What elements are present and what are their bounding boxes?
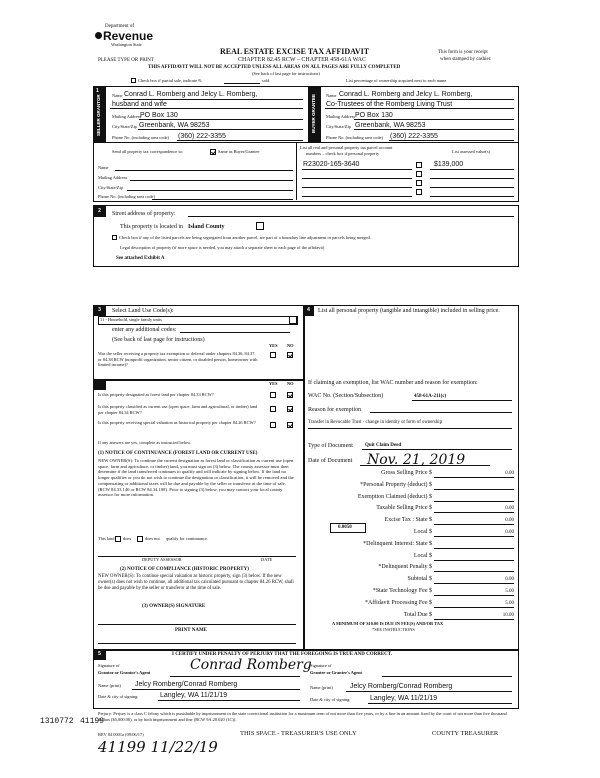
grantee-name: Jelcy Romberg/Conrad Romberg [350, 683, 453, 690]
continuance-text: NEW OWNER(S): To continue the current designation as forest land or classification as current use (open space, farm and agriculture, or timber) land, you must sign on (3) below. The county assessor must then determine if the land transferred continues to qualify and will indicate by signing below. If the land no longer qualifies or you do not wish to continue the designation or classification, it will be removed and the compensating or additional taxes will be due and payable by the seller or transferor at the time of sale. (RCW 84.33.140 or RCW 84.34.108). Prior to signing (3) below, you may contact your local county assessor for more information. [98, 458, 294, 498]
exemption-no[interactable] [287, 352, 293, 358]
grantor-signature: Conrad Romberg [190, 657, 312, 673]
stamp-number-2: 41199 [80, 717, 105, 726]
tax-row-label: *Delinquent Interest: State $ [363, 540, 432, 547]
grantor-date-city: Langley, WA 11/21/19 [160, 692, 228, 699]
partial-sale-checkbox[interactable] [131, 78, 136, 83]
personal-property-label: List all personal property (tangible and intangible) included in selling price. [318, 308, 500, 314]
document-date: Nov. 21, 2019 [367, 452, 466, 468]
wac-number: 458-61A-211(c) [414, 394, 447, 399]
document-type: Quit Claim Deed [365, 443, 402, 448]
seller-mailing: PO Box 130 [140, 112, 178, 119]
pct-ownership-note: List percentage of ownership acquired next to each name. [346, 78, 448, 83]
buyer-phone: (360) 222-3355 [390, 133, 438, 140]
tax-row-label: Exemption Claimed (deduct) $ [357, 493, 432, 500]
compliance-title: (2) NOTICE OF COMPLIANCE (HISTORIC PROPERTY) [120, 567, 249, 572]
receipt-note-2: when stamped by cashier. [440, 57, 492, 62]
certify-text: I CERTIFY UNDER PENALTY OF PERJURY THAT THE FOREGOING IS TRUE AND CORRECT. [172, 652, 393, 657]
section-number-5: 5 [93, 649, 106, 660]
parcel-number-1: R23020-165-3640 [303, 161, 360, 168]
historic-no[interactable] [287, 422, 293, 428]
section-number-1: 1 [96, 88, 99, 94]
buyer-city: Greenbank, WA 98253 [355, 122, 426, 129]
same-as-buyer-checkbox[interactable] [210, 149, 216, 155]
forest-no[interactable] [287, 392, 293, 398]
stamp-number: 1310772 [40, 717, 74, 726]
land-use-dropdown-icon[interactable] [289, 316, 297, 324]
tax-row-label: *Affidavit Processing Fee $ [364, 599, 432, 606]
current-use-yes[interactable] [270, 406, 276, 412]
exemption-yes[interactable] [270, 352, 276, 358]
does-qualify-checkbox[interactable] [115, 536, 121, 542]
county-select[interactable]: Island County [188, 224, 225, 230]
perjury-note: Perjury: Perjury is a class C felony which is punishable by imprisonment in the state correctional institution for a maximum term of not more than five years, or by a fine in an amount fixed by the court of not more than five thousand dollars ($5,000.00), or by both imprisonment and fine (RCW 9A.20.020 (1C)). [98, 711, 507, 722]
section-number-2: 2 [93, 205, 106, 217]
buyer-mailing: PO Box 130 [355, 112, 393, 119]
tax-row-label: Local $ [413, 529, 432, 535]
tax-row-label: *State Technology Fee $ [372, 588, 432, 594]
form-title: REAL ESTATE EXCISE TAX AFFIDAVIT [220, 47, 370, 56]
logo-state: Washington State [111, 42, 142, 47]
county-treasurer: COUNTY TREASURER [432, 730, 499, 737]
forest-yes[interactable] [270, 392, 276, 398]
minimum-due-note: A MINIMUM OF $10.00 IS DUE IN FEE(S) AND/OR TAX [332, 621, 444, 626]
continuance-title: (1) NOTICE OF CONTINUANCE (FOREST LAND OR CURRENT USE) [98, 451, 258, 456]
seller-name-2: husband and wife [112, 101, 167, 108]
tax-row-label: Subtotal $ [407, 576, 432, 583]
tax-row-label: Local $ [413, 552, 432, 559]
seller-city: Greenbank, WA 98253 [139, 122, 210, 129]
exemption-question: Was the seller receiving a property tax exemption or deferral under chapters 84.36, 84.37, or 84.38 RCW (nonprofit organization, senior citizen, or disabled person, homeowner with limited income)? [98, 351, 258, 368]
type-or-print: PLEASE TYPE OR PRINT [98, 58, 154, 63]
partial-sale-label: Check box if partial sale, indicate % [138, 78, 202, 83]
tax-row-label: *Delinquent Penalty $ [378, 564, 432, 571]
tax-row-label: *Personal Property (deduct) $ [360, 481, 432, 488]
tax-row-value: 0.00 [505, 577, 514, 583]
legal-description-value: See attached Exhibit A [116, 256, 165, 261]
tax-row-label: Excise Tax : State $ [384, 517, 432, 524]
tax-row-value: 5.00 [505, 600, 514, 606]
sold-label: sold. [262, 78, 271, 83]
assessed-value-header: List assessed value(s) [452, 149, 491, 154]
logo-mark-icon [95, 32, 102, 39]
does-not-qualify-checkbox[interactable] [137, 536, 143, 542]
parcel-personal-checkbox-1[interactable] [416, 162, 422, 168]
handwritten-note: 41199 11/22/19 [98, 738, 218, 756]
street-address-label: Street address of property: [112, 211, 176, 217]
seller-name-1: Conrad L. Romberg and Jelcy L. Romberg, [124, 91, 258, 98]
historic-question: Is this property receiving special valuation as historical property per chapter 84.26 RCW? [98, 420, 256, 425]
grantor-name: Jelcy Romberg/Conrad Romberg [135, 681, 238, 688]
tax-row-label: Gross Selling Price $ [381, 470, 432, 476]
see-back-note: (See back of last page for instructions) [252, 71, 320, 76]
tax-row-value: 0.00 [505, 530, 514, 535]
revision-label: REV 84 0001a (09/06/17) [98, 732, 144, 737]
dor-logo [95, 22, 165, 52]
compliance-text: NEW OWNER(S): To continue special valuation as historic property, sign (3) below. If the new owner(s) does not wish to continue, all additional tax calculated pursuant to chapter 84.26 RCW, shall be due and payable by the seller or transferor at the time of sale. [98, 574, 294, 591]
current-use-question: Is this property classified as current use (open space, farm and agricultural, or timber) land per chapter 84.34 RCW? [98, 404, 258, 415]
buyer-name-1: Conrad L. Romberg and Jelcy L. Romberg, [339, 91, 473, 98]
logo-revenue: Revenue [103, 29, 154, 43]
seller-phone: (360) 222-3355 [178, 133, 226, 140]
tax-rate: 0.0050 [338, 525, 352, 530]
send-correspondence-label: Send all property tax correspondence to: [112, 149, 184, 154]
segregated-label: Check box if any of the listed parcels are being segregated from another parcel, are part of a boundary line adjustment or parcels being merged. [119, 235, 371, 240]
receipt-note-1: This form is your receipt [438, 50, 488, 55]
assessed-value-1: $139,000 [434, 161, 464, 168]
buyer-name-2: Co-Trustees of the Romberg Living Trust [326, 101, 453, 108]
section-number-3: 3 [93, 305, 106, 316]
buyer-tag-label: BUYER GRANTEE [311, 93, 316, 133]
forest-question: Is this property designated as forest land per chapter 84.33 RCW? [98, 392, 214, 397]
legal-description-label: Legal description of property (if more space is needed, you may attach a separate sheet to each page of the affidavit) [120, 245, 325, 250]
seller-tag-label: SELLER GRANTOR [96, 94, 101, 136]
parcel-personal-checkbox-3[interactable] [416, 180, 422, 186]
parcel-personal-checkbox-4[interactable] [416, 189, 422, 195]
form-warning: THIS AFFIDAVIT WILL NOT BE ACCEPTED UNLESS ALL AREAS ON ALL PAGES ARE FULLY COMPLETED [148, 65, 401, 70]
reason-for-exemption: Transfer in Revocable Trust - change in identity or form of ownership [308, 420, 442, 425]
current-use-no[interactable] [287, 406, 293, 412]
form-subtitle: CHAPTER 82.45 RCW – CHAPTER 458-61A WAC [238, 57, 366, 63]
tax-row-value: 0.00 [505, 471, 514, 476]
tax-row-value: 10.00 [502, 612, 514, 618]
logo-dept: Department of [105, 24, 135, 29]
tax-row-label: Taxable Selling Price $ [376, 505, 432, 512]
tax-row-label: Total Due $ [403, 611, 432, 618]
section-number-4: 4 [303, 305, 314, 316]
segregated-checkbox[interactable] [112, 235, 117, 240]
county-dropdown-icon[interactable] [256, 222, 264, 230]
tax-row-value: 5.00 [505, 589, 514, 594]
tax-row-value: 0.00 [505, 506, 514, 512]
grantee-date-city: Langley, WA 11/21/19 [370, 695, 438, 702]
parcel-personal-checkbox-2[interactable] [416, 171, 422, 177]
historic-yes[interactable] [270, 422, 276, 428]
tax-row-value: 0.00 [505, 518, 514, 524]
treasurer-space: THIS SPACE - TREASURER'S USE ONLY [240, 730, 357, 737]
